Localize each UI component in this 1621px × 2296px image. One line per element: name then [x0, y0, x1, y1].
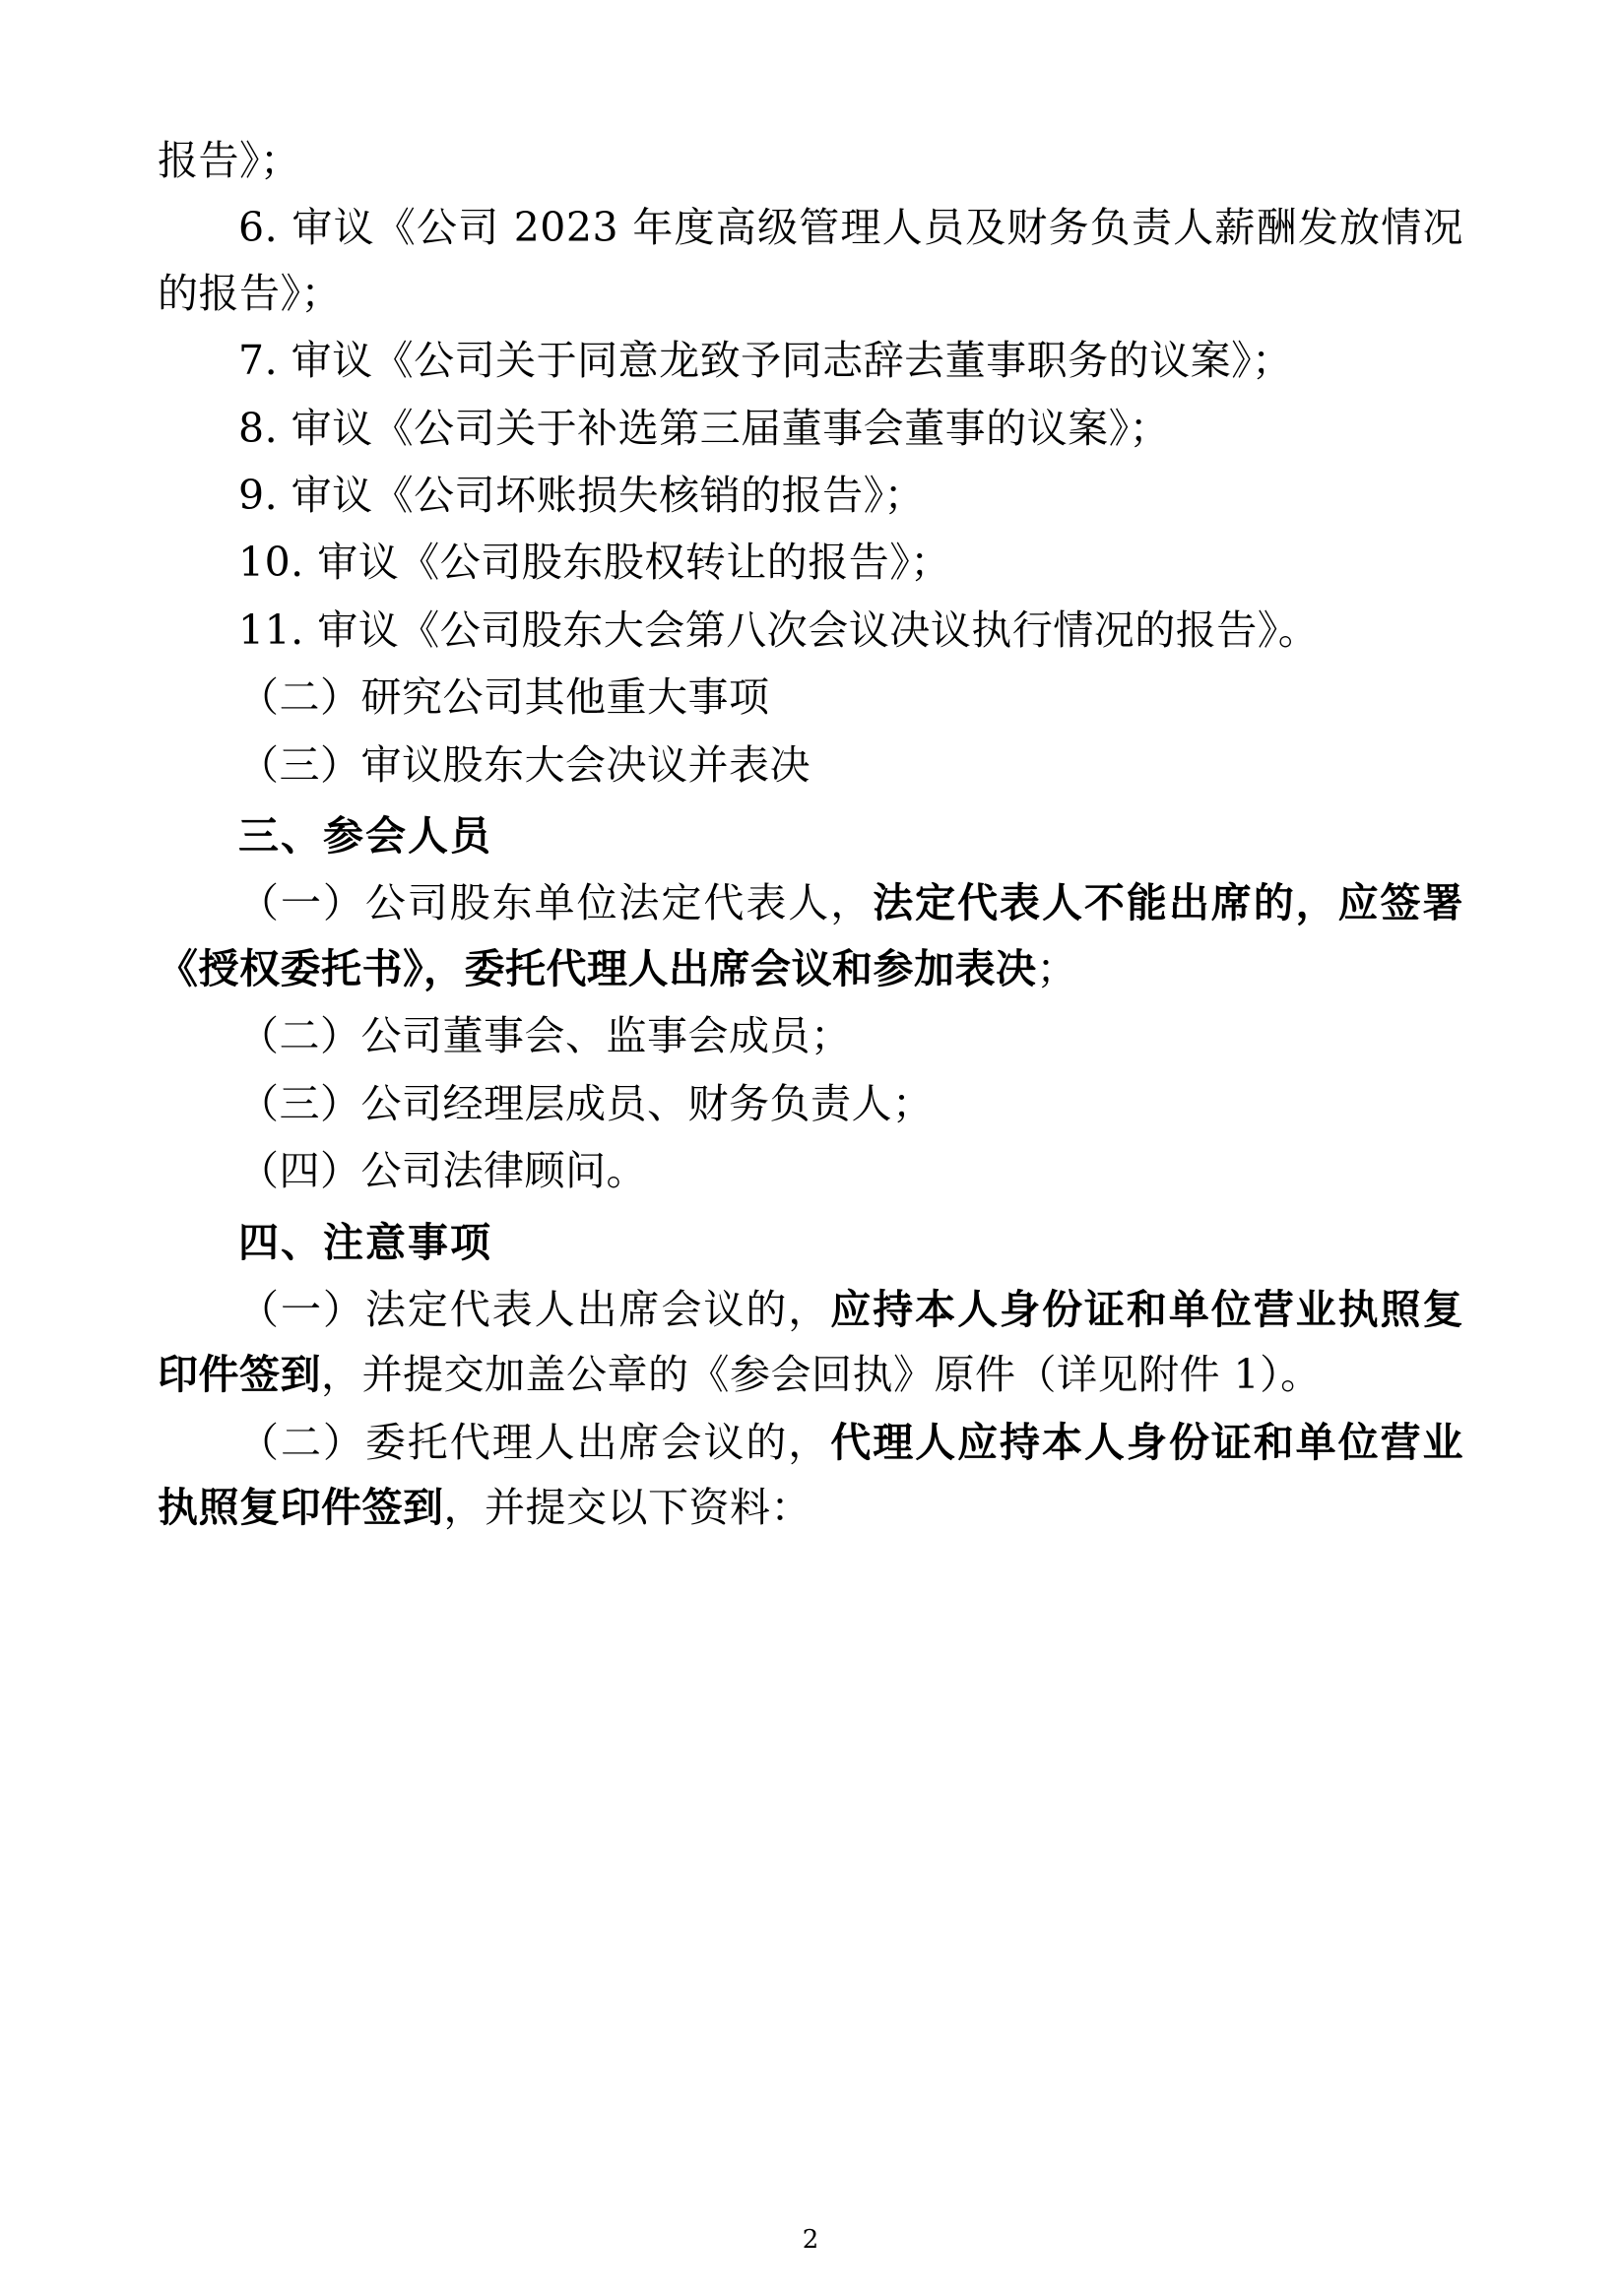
run-text: ，并提交加盖公章的《参会回执》原件（详见附件 1）。 [321, 1351, 1322, 1399]
document-body [158, 128, 1463, 1541]
run-text: ，并提交以下资料： [443, 1484, 811, 1532]
run-text-bold: 代理人应持本人身份证和单位营业执照复印件签到 [158, 1418, 1463, 1532]
run-text: （一）公司股东单位法定代表人， [238, 879, 874, 927]
run-text-bold: 法定代表人不能出席的，应签署《授权委托书》，委托代理人出席会议和参加表决 [158, 879, 1464, 992]
participants-item-three: （三）公司经理层成员、财务负责人； [238, 1079, 934, 1127]
heading-notes: 四、注意事项 [238, 1218, 492, 1266]
run-text: （一）法定代表人出席会议的， [238, 1285, 831, 1333]
section-item-three: （三）审议股东大会决议并表决 [238, 740, 810, 789]
section-item-two: （二）研究公司其他重大事项 [238, 673, 770, 722]
participants-item-one [158, 870, 1463, 1001]
participants-item-two: （二）公司董事会、监事会成员； [238, 1012, 852, 1060]
run-text: ； [1036, 944, 1077, 992]
agenda-item-7: 7. 审议《公司关于同意龙致予同志辞去董事职务的议案》； [238, 337, 1293, 385]
run-text: （二）委托代理人出席会议的， [238, 1418, 831, 1466]
agenda-item-10: 10. 审议《公司股东股权转让的报告》； [238, 539, 951, 587]
agenda-item-9: 9. 审议《公司坏账损失核销的报告》； [238, 472, 926, 520]
run-text-bold: 应持本人身份证和单位营业执照复印件签到 [158, 1285, 1463, 1399]
participants-item-four: （四）公司法律顾问。 [238, 1147, 647, 1195]
agenda-item-11: 11. 审议《公司股东大会第八次会议决议执行情况的报告》。 [238, 606, 1320, 654]
paragraph-continuation: 报告》； [158, 137, 301, 184]
page-number: 2 [802, 2225, 819, 2255]
heading-participants: 三、参会人员 [238, 812, 492, 861]
agenda-item-8: 8. 审议《公司关于补选第三届董事会董事的议案》； [238, 404, 1171, 452]
notes-item-one [158, 1277, 1463, 1408]
notes-item-two [158, 1410, 1463, 1541]
agenda-item-6: 6. 审议《公司 2023 年度高级管理人员及财务负责人薪酬发放情况的报告》； [158, 204, 1463, 317]
